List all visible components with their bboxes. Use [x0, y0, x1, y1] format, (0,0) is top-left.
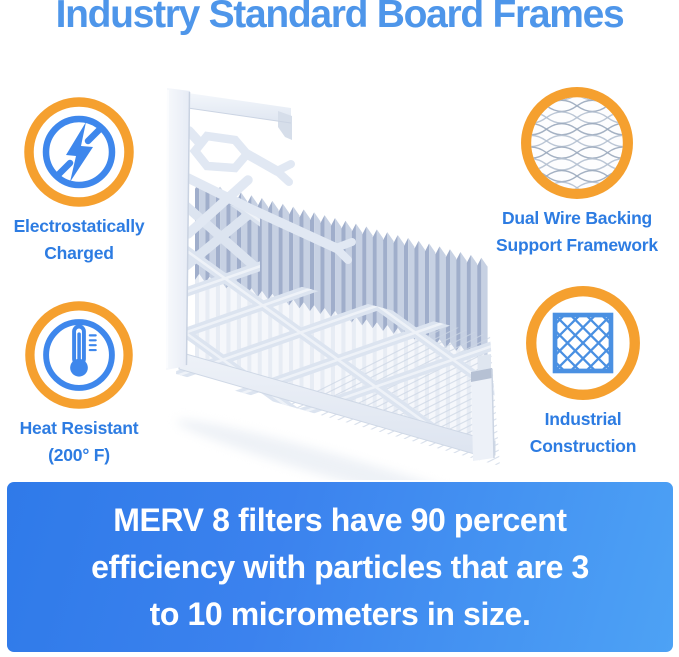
feature-heat-resistant: [1, 300, 157, 469]
feature-dual-wire-backing: [489, 86, 665, 259]
air-filter-illustration: [145, 70, 525, 480]
merv-info-banner: [7, 482, 673, 652]
feature-label-line: Industrial: [544, 409, 622, 429]
thermometer-icon: [24, 300, 134, 410]
feature-electrostatically-charged: [1, 96, 157, 267]
banner-text-line: to 10 micrometers in size.: [149, 595, 531, 632]
lightning-icon: [23, 96, 135, 208]
feature-label-line: (200° F): [48, 445, 110, 465]
feature-label-line: Construction: [529, 436, 637, 456]
feature-label-line: Support Framework: [496, 235, 658, 255]
feature-label-line: Electrostatically: [13, 216, 145, 236]
page-title: Industry Standard Board Frames: [55, 0, 624, 36]
wire-mesh-icon: [520, 86, 634, 200]
feature-label-line: Heat Resistant: [19, 418, 139, 438]
feature-industrial-construction: [503, 285, 663, 460]
feature-label-line: Charged: [44, 243, 114, 263]
pleated-filter-render: [145, 70, 525, 480]
banner-text-line: MERV 8 filters have 90 percent: [113, 501, 567, 538]
frame-left-board: [166, 88, 190, 370]
feature-label-line: Dual Wire Backing: [501, 208, 653, 228]
grid-mesh-icon: [525, 285, 641, 401]
banner-text-line: efficiency with particles that are 3: [91, 548, 589, 585]
